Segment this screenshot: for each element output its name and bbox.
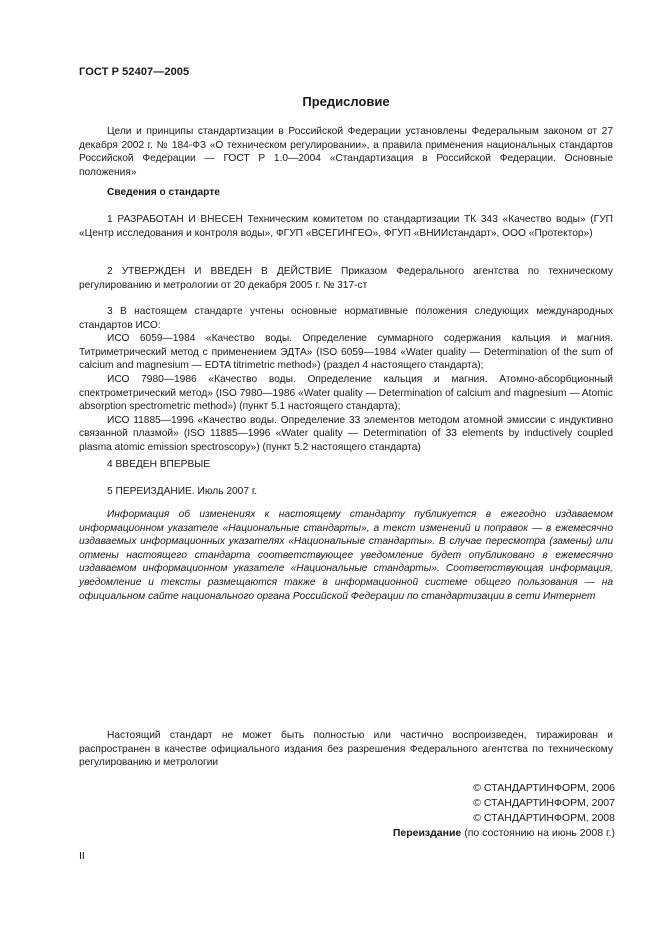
page-number: II [79,850,85,862]
notice-block [79,508,613,603]
copyright-notice-block [79,729,613,770]
copyright-line: © СТАНДАРТИНФОРМ, 2007 [473,797,615,809]
item-4-block [79,458,613,472]
item-2-block [79,265,613,292]
section-heading: Сведения о стандарте [107,187,220,198]
iso-11885: ИСО 11885—1996 «Качество воды. Определение 33 элементов методом атомной эмиссии с индуктивно связанной плазмой» (ISO 11885—1996 «Water quality — Determination of 33 elements by inductively coupled plasma atomic emission spectroscopy») (пункт 5.2 настоящего стандарта) [79,414,613,453]
item-5-block [79,485,613,499]
page-title: Предисловие [302,94,390,109]
notice-paragraph: Информация об изменениях к настоящему стандарту публикуется в ежегодно издаваемом информационном указателе «Национальные стандарты», а текст изменений и поправок — в ежемесячно издаваемых информационных указателях «Национальные стандарты». В случае пересмотра (замены) или отмены настоящего стандарта соответствующее уведомление будет опубликовано в ежемесячно издаваемом информационном указателе «Национальные стандарты». Соответствующая информация, уведомление и тексты размещаются также в информационной системе общего пользования — на официальном сайте национального органа Российской Федерации по стандартизации в сети Интернет [79,509,613,602]
intro-block [79,125,613,179]
reissue-line [300,826,615,841]
item-1: 1 РАЗРАБОТАН И ВНЕСЕН Техническим комитетом по стандартизации ТК 343 «Качество воды» (ГУП «Центр исследования и контроля воды», ФГУП «ВСЕГИНГЕО», ФГУП «ВНИИстандарт», ООО «Протектор») [79,214,613,239]
item-2: 2 УТВЕРЖДЕН И ВВЕДЕН В ДЕЙСТВИЕ Приказом Федерального агентства по техническому регулированию и метрологии от 20 декабря 2005 г. № 317-ст [79,266,613,291]
reissue-label: Переиздание [392,827,462,839]
copyright-block [300,781,615,841]
reissue-note: (по состоянию на июнь 2008 г.) [464,827,615,839]
item-5: 5 ПЕРЕИЗДАНИЕ. Июль 2007 г. [107,486,258,497]
copyright-notice: Настоящий стандарт не может быть полностью или частично воспроизведен, тиражирован и распространен в качестве официального издания без разрешения Федерального агентства по техническому регулированию и метрологии [79,730,613,769]
intro-paragraph: Цели и принципы стандартизации в Российской Федерации установлены Федеральным законом от 27 декабря 2002 г. № 184-ФЗ «О техническом регулировании», а правила применения национальных стандартов Российской Федерации — ГОСТ Р 1.0—2004 «Стандартизация в Российской Федерации. Основные положения» [79,126,613,178]
section-heading-block [79,186,613,200]
item-1-block [79,213,613,240]
copyright-line: © СТАНДАРТИНФОРМ, 2008 [473,812,615,824]
item-3: 3 В настоящем стандарте учтены основные нормативные положения следующих международных стандартов ИСО: [79,306,613,331]
item-3-block [79,305,613,455]
copyright-line: © СТАНДАРТИНФОРМ, 2006 [473,782,615,794]
iso-6059: ИСО 6059—1984 «Качество воды. Определение суммарного содержания кальция и магния. Титриметрический метод с применением ЭДТА» (ISO 6059—1984 «Water quality — Determination of the sum of calcium and magnesium — EDTA titrimetric method») (раздел 4 настоящего стандарта); [79,333,613,372]
item-4: 4 ВВЕДЕН ВПЕРВЫЕ [107,459,211,470]
iso-7980: ИСО 7980—1986 «Качество воды. Определение кальция и магния. Атомно-абсорбционный спектрометрический метод» (ISO 7980—1986 «Water quality — Determination of calcium and magnesium — Atomic absorption spectrometric method») (пункт 5.1 настоящего стандарта); [79,373,613,413]
document-code: ГОСТ Р 52407—2005 [79,66,190,78]
